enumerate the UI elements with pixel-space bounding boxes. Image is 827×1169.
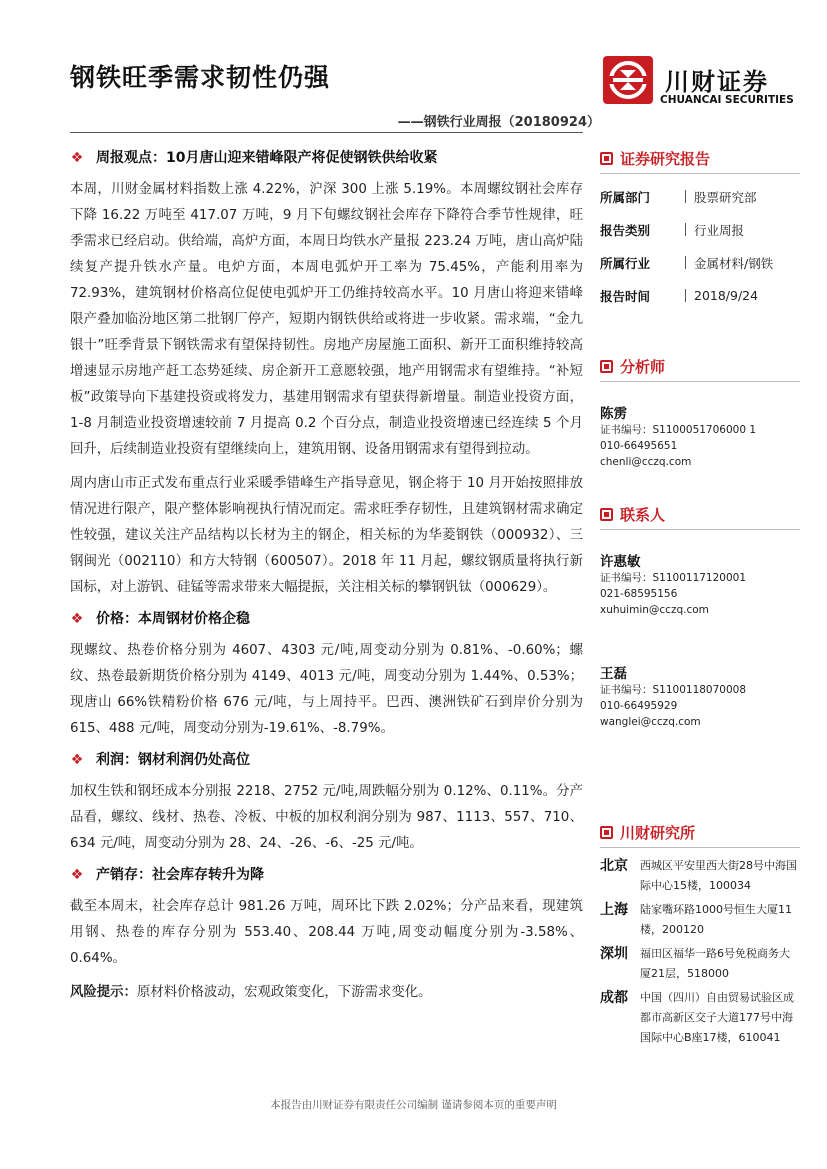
header-divider [70,132,583,133]
analyst-cert: 证书编号：S1100051706000 1 [600,424,757,436]
side-heading-report: 证券研究报告 [600,148,800,174]
square-bullet-icon [600,826,613,839]
contact-phone: 010-66495929 [600,700,678,712]
section-heading: 利润：钢材利润仍处高位 [96,752,250,768]
analyst-phone: 010-66495651 [600,440,678,452]
section-paragraph: 截至本周末，社会库存总计 981.26 万吨，周环比下跌 2.02%；分产品来看，现建筑用钢、热卷的库存分别为 553.40、208.44 万吨,周变动幅度分别为-3.58%、0.64%。 [70,899,583,966]
report-title: 钢铁旺季需求韧性仍强 [70,63,331,92]
risk-label: 风险提示： [70,985,137,1000]
risk-warning [70,980,583,1006]
section-paragraph: 现螺纹、热卷价格分别为 4607、4303 元/吨,周变动分别为 0.81%、-0.60%；螺纹、热卷最新期货价格分别为 4149、4013 元/吨，周变动分别为 1.44%、0.53%；现唐山 66%铁精粉价格 676 元/吨，与上周持平。巴西、澳洲铁矿石到岸价分别为 615、488 元/吨，周变动分别为-19.61%、-8.79%。 [70,643,583,736]
contact-email[interactable]: wanglei@cczq.com [600,716,701,728]
section-price [70,609,583,742]
logo-name-cn: 川财证券 [665,68,769,96]
contact-card [600,662,800,730]
analyst-email[interactable]: chenli@cczq.com [600,456,692,468]
square-bullet-icon [600,508,613,521]
report-subtitle: ——钢铁行业周报（20180924） [397,115,600,130]
square-bullet-icon [600,360,613,373]
analyst-name: 陈雳 [600,406,627,422]
info-row: 报告类别 行业周报 [600,222,745,238]
section-paragraph: 本周，川财金属材料指数上涨 4.22%，沪深 300 上涨 5.19%。本周螺纹钢社会库存下降 16.22 万吨至 417.07 万吨，9 月下旬螺纹钢社会库存下降符合季节性规律，旺季需求已经启动。供给端，高炉方面，本周日均铁水产量报 223.24 万吨，唐山高炉陆续复产提升铁水产量。电炉方面，本周电弧炉开工率为 75.45%，产能利用率为 72.93%，建筑钢材价格高位促使电弧炉开工仍维持较高水平。10 月唐山将迎来错峰限产叠加临汾地区第二批钢厂停产，短期内钢铁供给或将进一步收紧。需求端，“金九银十”旺季背景下钢铁需求有望保持韧性。房地产房屋施工面积、新开工面积维持较高增速显示房地产赶工态势延续、房企新开工意愿较强，地产用钢需求有望维持。“补短板”政策导向下基建投资或将发力，基建用钢需求有望获得新增量。制造业投资方面，1-8 月制造业投资增速较前 7 月提高 0.2 个百分点，制造业投资增速已经连续 5 个月回升，后续制造业投资有望继续向上，建筑用钢、设备用钢需求有望得到拉动。 [70,182,583,457]
office-row: 上海 陆家嘴环路1000号恒生大厦11楼，200120 [600,902,792,936]
diamond-bullet-icon: ❖ [70,611,84,627]
office-row: 成都 中国（四川）自由贸易试验区成都市高新区交子大道177号中海国际中心B座17楼，610041 [600,990,794,1044]
section-heading: 周报观点：10月唐山迎来错峰限产将促使钢铁供给收紧 [96,150,438,166]
section-heading: 价格：本周钢材价格企稳 [96,611,250,627]
page-footer: 本报告由川财证券有限责任公司编制 谨请参阅本页的重要声明 [270,1099,557,1111]
risk-text: 原材料价格波动，宏观政策变化，下游需求变化。 [136,985,432,1000]
diamond-bullet-icon: ❖ [70,752,84,768]
section-paragraph: 加权生铁和钢坯成本分别报 2218、2752 元/吨,周跌幅分别为 0.12%、0.11%。分产品看，螺纹、线材、热卷、冷板、中板的加权利润分别为 987、1113、557、710、634 元/吨，周变动分别为 28、24、-26、-6、-25 元/吨。 [70,784,583,851]
info-row: 报告时间 2018/9/24 [600,288,759,304]
analyst-card [600,402,800,470]
office-row: 深圳 福田区福华一路6号免税商务大厦21层，518000 [600,946,790,980]
contact-name: 王磊 [600,666,627,682]
main-column [70,148,583,1006]
contact-phone: 021-68595156 [600,588,678,600]
section-outlook [70,148,583,601]
contact-cert: 证书编号：S1100117120001 [600,572,747,584]
diamond-bullet-icon: ❖ [70,867,84,883]
side-column [600,148,800,1048]
section-profit [70,750,583,857]
logo-name-en: CHUANCAI SECURITIES [660,94,794,106]
contact-cert: 证书编号：S1100118070008 [600,684,747,696]
office-row: 北京 西城区平安里西大街28号中海国际中心15楼，100034 [600,858,797,892]
contact-email[interactable]: xuhuimin@cczq.com [600,604,709,616]
section-paragraph: 周内唐山市正式发布重点行业采暖季错峰生产指导意见，钢企将于 10 月开始按照排放情况进行限产，限产整体影响视执行情况而定。需求旺季存韧性，且建筑钢材需求确定性较强，建议关注产品结构以长材为主的钢企，相关标的为华菱钢铁（000932）、三钢闽光（002110）和方大特钢（600507）。2018 年 11 月起，螺纹钢质量将执行新国标，对上游钒、硅锰等需求带来大幅提振，关注相关标的攀钢钒钛（000629）。 [70,476,583,595]
side-heading-contact: 联系人 [600,504,800,530]
diamond-bullet-icon: ❖ [70,150,84,166]
contact-name: 许惠敏 [600,554,641,570]
section-heading: 产销存：社会库存转升为降 [96,867,264,883]
chuancai-logo-icon [603,56,653,104]
info-row: 所属部门 股票研究部 [600,189,757,205]
side-heading-analyst: 分析师 [600,356,800,382]
info-row: 所属行业 金属材料/钢铁 [600,255,774,271]
section-inventory [70,865,583,972]
contact-card [600,550,800,618]
side-heading-institute: 川财研究所 [600,822,800,848]
square-bullet-icon [600,152,613,165]
